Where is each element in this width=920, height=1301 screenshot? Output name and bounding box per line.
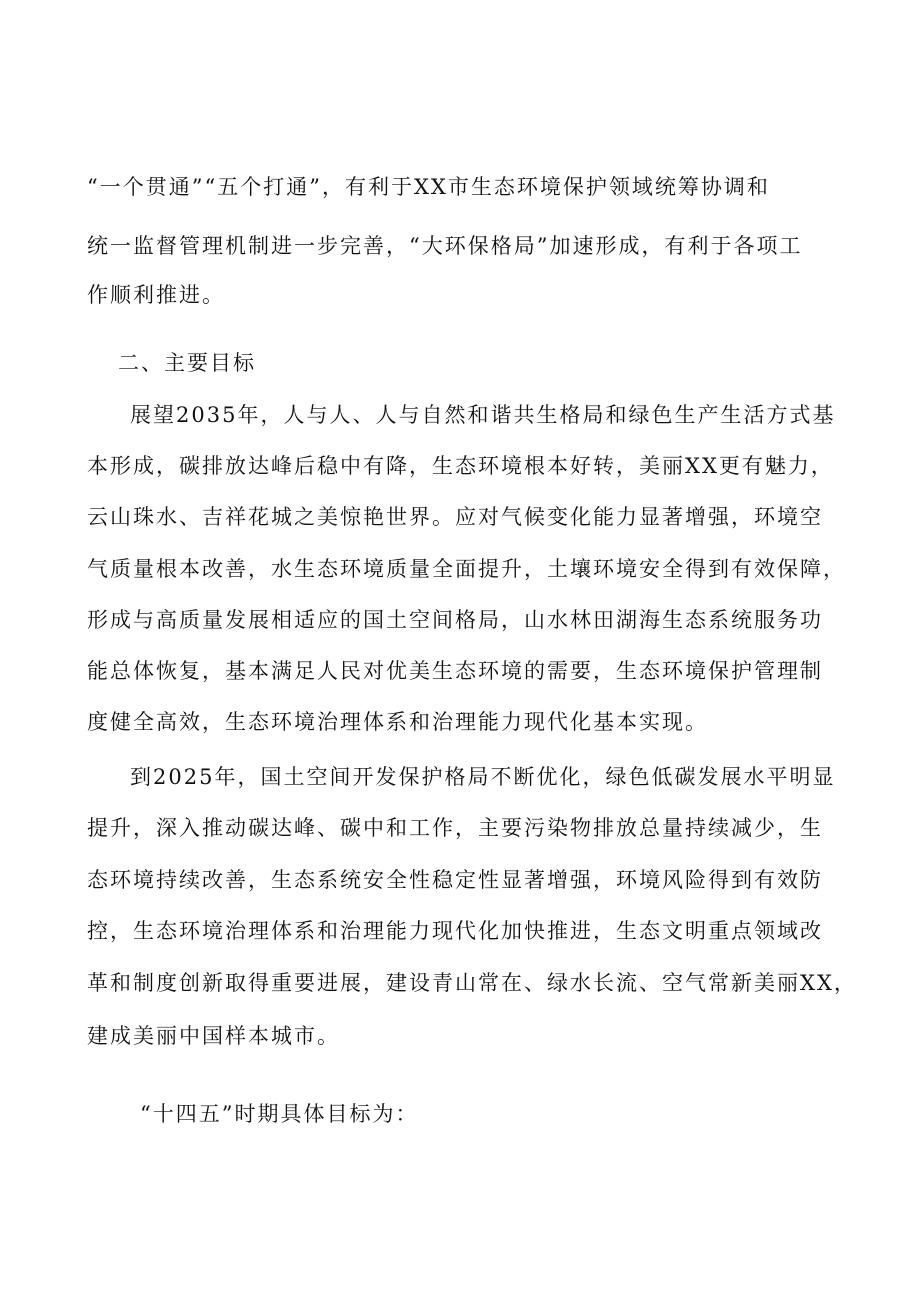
paragraph-line: 建成美丽中国样本城市。: [87, 1024, 340, 1048]
paragraph-line: 统一监督管理机制进一步完善，“大环保格局”加速形成，有利于各项工: [87, 234, 803, 258]
paragraph-line: 气质量根本改善，水生态环境质量全面提升，土壤环境安全得到有效保障，: [87, 557, 846, 581]
paragraph-line: 革和制度创新取得重要进展，建设青山常在、绿水长流、空气常新美丽XX，: [87, 971, 857, 995]
paragraph-line: 度健全高效，生态环境治理体系和治理能力现代化基本实现。: [87, 710, 708, 734]
paragraph-line: “一个贯通”“五个打通”，有利于XX市生态环境保护领域统筹协调和: [87, 175, 770, 199]
paragraph-line: 作顺利推进。: [87, 283, 225, 307]
paragraph-line: 本形成，碳排放达峰后稳中有降，生态环境根本好转，美丽XX更有魅力，: [87, 454, 834, 478]
paragraph-line: “十四五”时期具体目标为：: [140, 1102, 419, 1126]
paragraph-line: 能总体恢复，基本满足人民对优美生态环境的需要，生态环境保护管理制: [87, 659, 823, 683]
paragraph-line: 形成与高质量发展相适应的国土空间格局，山水林田湖海生态系统服务功: [87, 608, 823, 632]
section-heading: 二、主要目标: [118, 351, 256, 375]
paragraph-line: 云山珠水、吉祥花城之美惊艳世界。应对气候变化能力显著增强，环境空: [87, 505, 823, 529]
paragraph-line: 到2025年，国土空间开发保护格局不断优化，绿色低碳发展水平明显: [130, 765, 836, 789]
paragraph-line: 展望2035年，人与人、人与自然和谐共生格局和绿色生产生活方式基: [130, 403, 836, 427]
paragraph-line: 控，生态环境治理体系和治理能力现代化加快推进，生态文明重点领域改: [87, 919, 823, 943]
paragraph-line: 态环境持续改善，生态系统安全性稳定性显著增强，环境风险得到有效防: [87, 868, 823, 892]
paragraph-line: 提升，深入推动碳达峰、碳中和工作，主要污染物排放总量持续减少，生: [87, 816, 823, 840]
